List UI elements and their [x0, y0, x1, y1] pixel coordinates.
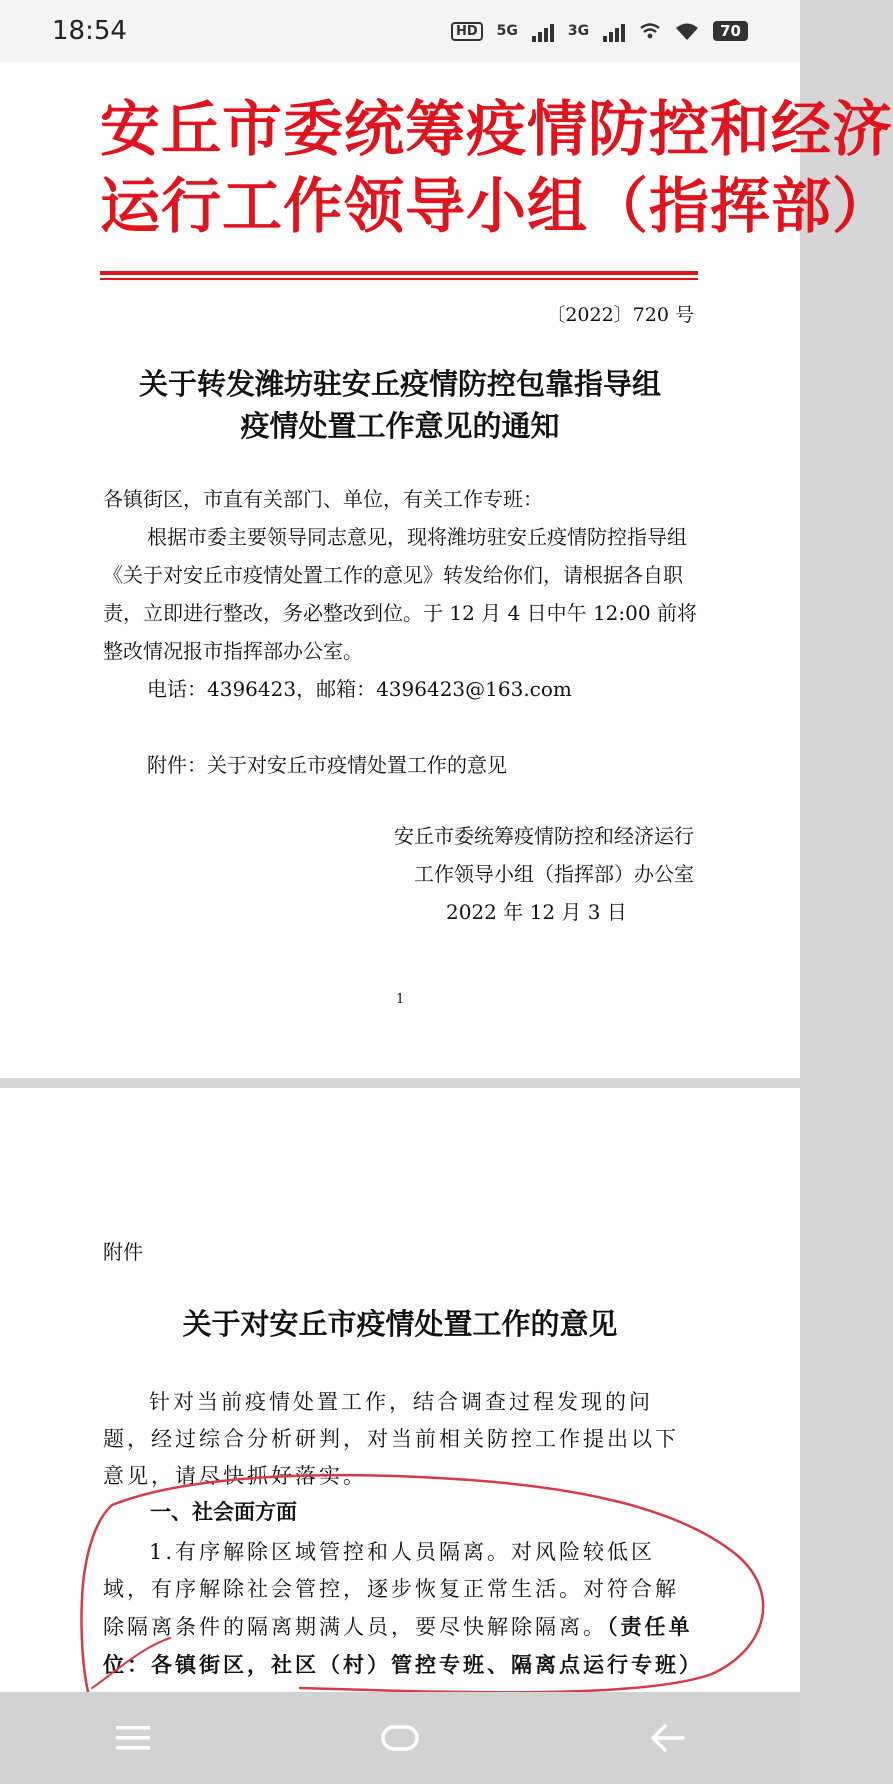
hd-badge: HD: [451, 22, 483, 41]
menu-icon: [114, 1723, 152, 1753]
contact-info: 电话：4396423，邮箱：4396423@163.com: [147, 677, 572, 701]
document-number: 〔2022〕720 号: [546, 304, 694, 326]
notice-body: 根据市委主要领导同志意见，现将潍坊驻安丘疫情防控指导组《关于对安丘市疫情处置工作的意见》转发给你们，请根据各自职责，立即进行整改，务必整改到位。于 12 月 4 日中午 12:00 前将整改情况报市指挥部办公室。: [103, 525, 697, 663]
opinion-intro: 针对当前疫情处置工作，结合调查过程发现的问题，经过综合分析研判，对当前相关防控工作提出以下意见，请尽快抓好落实。: [103, 1390, 679, 1488]
wifi-icon: [675, 22, 699, 40]
item-1-responsibility: （责任单位：各镇街区，社区（村）管控专班、隔离点运行专班）: [103, 1614, 703, 1677]
recipients: 各镇街区，市直有关部门、单位，有关工作专班：: [103, 487, 543, 511]
red-divider-thin: [100, 278, 698, 280]
signal-3g-icon: [603, 20, 625, 42]
navigation-bar: [0, 1692, 800, 1784]
network-3g-label: 3G: [567, 23, 590, 39]
red-divider-thick: [100, 271, 698, 275]
page-number: 1: [396, 992, 405, 1007]
signature-line-2: 工作领导小组（指挥部）办公室: [414, 862, 694, 886]
handwritten-circle-annotation: [0, 1088, 800, 1692]
notice-title-line-2: 疫情处置工作意见的通知: [240, 409, 560, 443]
attachment-label: 附件: [103, 1240, 143, 1264]
document-page-2[interactable]: [0, 1088, 800, 1692]
network-5g-label: 5G: [496, 23, 518, 39]
red-header-line-1: 安丘市委统筹疫情防控和经济: [100, 95, 893, 165]
section-heading-social: 一、社会面方面: [150, 1500, 297, 1524]
status-bar: [0, 0, 800, 62]
battery-icon: 70: [713, 21, 748, 41]
signal-5g-icon: [532, 20, 554, 42]
notice-title-line-1: 关于转发潍坊驻安丘疫情防控包靠指导组: [138, 367, 661, 401]
back-button[interactable]: [627, 1708, 707, 1768]
menu-button[interactable]: [93, 1708, 173, 1768]
wifi-calling-icon: [639, 22, 661, 40]
home-icon: [380, 1724, 420, 1752]
status-icons: [451, 20, 748, 42]
item-1-text: 1.有序解除区域管控和人员隔离。对风险较低区域，有序解除社会管控，逐步恢复正常生活。对符合解除隔离条件的隔离期满人员，要尽快解除隔离。: [103, 1540, 679, 1639]
attachment-line: 附件：关于对安丘市疫情处置工作的意见: [147, 753, 507, 777]
red-header-line-2: 运行工作领导小组（指挥部）: [100, 172, 893, 242]
signature-line-1: 安丘市委统筹疫情防控和经济运行: [394, 824, 694, 848]
opinion-title: 关于对安丘市疫情处置工作的意见: [182, 1307, 618, 1341]
status-time: 18:54: [52, 16, 127, 46]
home-button[interactable]: [360, 1708, 440, 1768]
signature-date: 2022 年 12 月 3 日: [446, 900, 627, 924]
document-page-1[interactable]: [0, 62, 893, 1078]
back-arrow-icon: [647, 1722, 687, 1754]
